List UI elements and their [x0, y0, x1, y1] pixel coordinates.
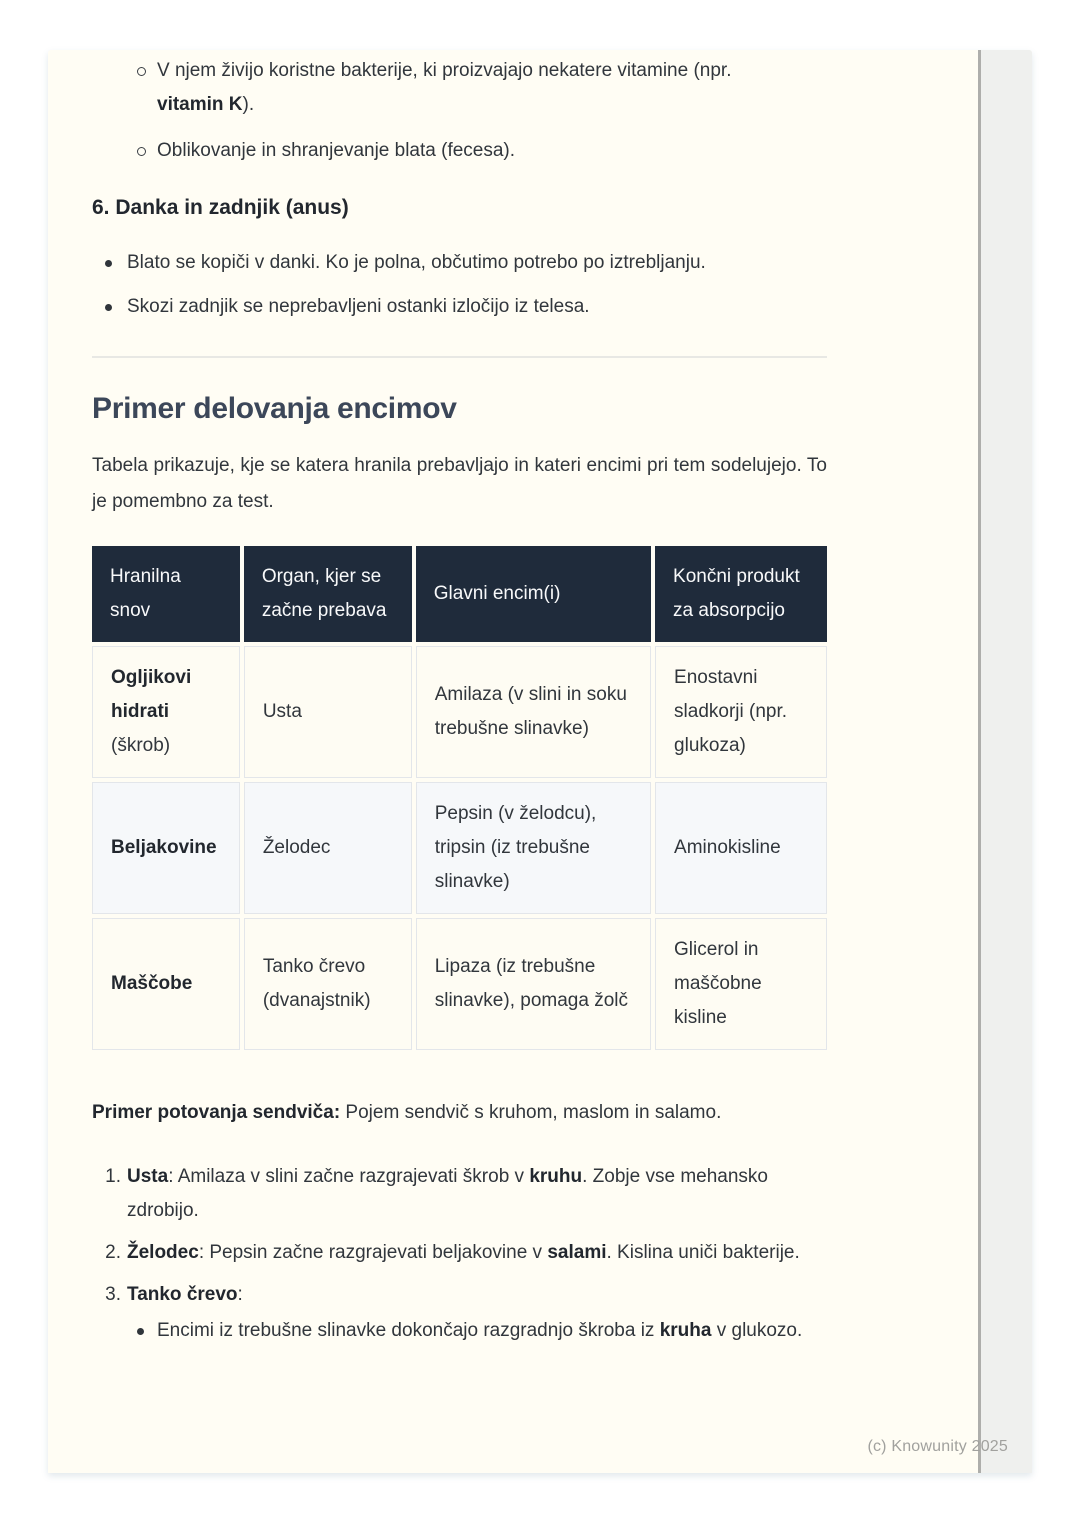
col-header-nutrient: Hranilna snov — [92, 546, 240, 642]
text-run-bold: Želodec — [127, 1242, 199, 1263]
intro-paragraph: Tabela prikazuje, kje se katera hranila prebavljajo in kateri encimi pri tem sodelujejo. To je pomembno za test. — [92, 455, 827, 512]
cell-nutrient — [92, 918, 240, 1050]
col-header-organ: Organ, kjer se začne prebava — [244, 546, 412, 642]
table-header-row — [92, 546, 827, 642]
sandwich-intro — [92, 1096, 827, 1130]
text-run: (škrob) — [111, 735, 171, 756]
text-run: : Pepsin začne razgrajevati beljakovine v — [198, 1242, 548, 1263]
step-item — [92, 1160, 827, 1228]
step-text — [127, 1284, 243, 1305]
step-text — [127, 1166, 768, 1221]
copyright-watermark: (c) Knowunity 2025 — [867, 1438, 1008, 1455]
text-run: Pojem sendvič s kruhom, maslom in salamo. — [340, 1102, 722, 1123]
list-item — [127, 1314, 827, 1348]
step-number: 3. — [105, 1284, 121, 1305]
text-run: . Kislina uniči bakterije. — [606, 1242, 800, 1263]
text-run-bold: Maščobe — [111, 973, 193, 994]
text-run: Encimi iz trebušne slinavke dokončajo razgradnjo škroba iz — [157, 1320, 660, 1341]
text-run: v glukozo. — [711, 1320, 803, 1341]
cell-product: Enostavni sladkorji (npr. glukoza) — [655, 646, 827, 778]
cell-product: Glicerol in maščobne kisline — [655, 918, 827, 1050]
page-content — [92, 50, 827, 1356]
colon-functions-list — [92, 54, 827, 168]
cell-enzyme: Lipaza (iz trebušne slinavke), pomaga žolč — [416, 918, 651, 1050]
text-run: : — [237, 1284, 243, 1305]
step-number: 1. — [105, 1166, 121, 1187]
text-run-bold: Tanko črevo — [127, 1284, 238, 1305]
text-run: V njem živijo koristne bakterije, ki proizvajajo nekatere vitamine (npr. — [157, 60, 732, 81]
text-run: . Zobje vse mehansko zdrobijo. — [127, 1166, 768, 1221]
list-item — [92, 54, 797, 122]
cell-organ: Želodec — [244, 782, 412, 914]
text-run-bold: Beljakovine — [111, 837, 217, 858]
cell-enzyme: Amilaza (v slini in soku trebušne slinavke) — [416, 646, 651, 778]
cell-organ: Usta — [244, 646, 412, 778]
step-item — [92, 1278, 827, 1348]
table-row — [92, 918, 827, 1050]
text-run-bold: salami — [547, 1242, 607, 1263]
table-row — [92, 782, 827, 914]
sandwich-steps-list — [92, 1160, 827, 1348]
danka-bullet-list — [92, 246, 827, 324]
cell-product: Aminokisline — [655, 782, 827, 914]
step-number: 2. — [105, 1242, 121, 1263]
text-run: : Amilaza v slini začne razgrajevati škrob v — [168, 1166, 530, 1187]
cell-organ: Tanko črevo (dvanajstnik) — [244, 918, 412, 1050]
section-heading-danka: 6. Danka in zadnjik (anus) — [92, 196, 349, 219]
text-run: Oblikovanje in shranjevanje blata (fecesa). — [157, 140, 516, 161]
list-item — [92, 134, 797, 168]
text-run: ). — [242, 94, 255, 115]
text-run-bold: Primer potovanja sendviča: — [92, 1102, 341, 1123]
step-item — [92, 1236, 827, 1270]
step-text — [127, 1242, 800, 1263]
cell-enzyme: Pepsin (v želodcu), tripsin (iz trebušne slinavke) — [416, 782, 651, 914]
enzymes-table — [88, 542, 831, 1054]
document-page — [48, 50, 1032, 1473]
col-header-product: Končni produkt za absorpcijo — [655, 546, 827, 642]
table-row — [92, 646, 827, 778]
text-run-bold: Usta — [127, 1166, 169, 1187]
cell-nutrient — [92, 646, 240, 778]
list-item: Skozi zadnjik se neprebavljeni ostanki izločijo iz telesa. — [92, 290, 827, 324]
page-edge-strip — [978, 50, 1032, 1473]
section-divider — [92, 356, 827, 358]
text-run-bold: kruha — [659, 1320, 712, 1341]
text-run-bold: vitamin K — [157, 94, 243, 115]
text-run-bold: Ogljikovi hidrati — [111, 667, 192, 722]
page-title: Primer delovanja encimov — [92, 392, 457, 425]
cell-nutrient — [92, 782, 240, 914]
text-run-bold: kruhu — [529, 1166, 583, 1187]
col-header-enzyme: Glavni encim(i) — [416, 546, 651, 642]
step-sub-list — [127, 1314, 827, 1348]
list-item: Blato se kopiči v danki. Ko je polna, občutimo potrebo po iztrebljanju. — [92, 246, 827, 280]
